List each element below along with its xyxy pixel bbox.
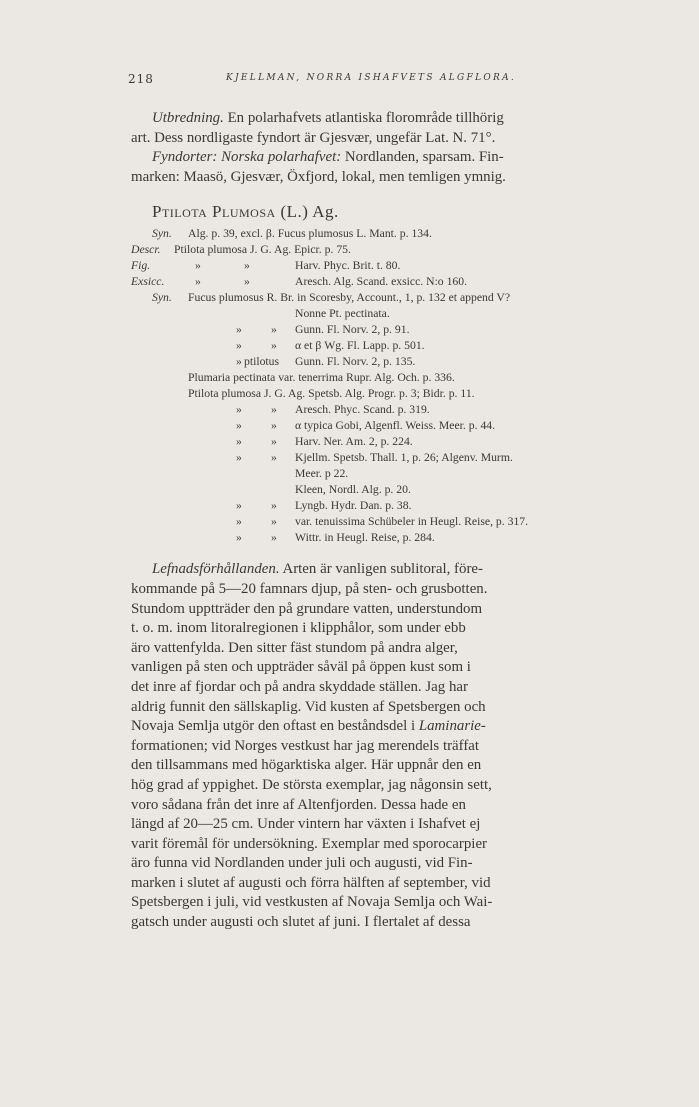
- italic-term: Laminarie-: [418, 718, 486, 735]
- text-line: vanligen på sten och uppträder såväl på öppen kust som i: [131, 659, 471, 676]
- running-title: KJELLMAN, NORRA ISHAFVETS ALGFLORA.: [226, 73, 517, 83]
- ditto-mark: »: [271, 403, 277, 417]
- text-line: t. o. m. inom litoralregionen i klipphålor, som under ebb: [131, 620, 466, 637]
- syn-text: Ptilota plumosa J. G. Ag. Spetsb. Alg. Progr. p. 3; Bidr. p. 11.: [188, 387, 475, 401]
- synonymy-row: [131, 322, 668, 338]
- ditto-mark: »: [236, 323, 242, 337]
- text-line: Spetsbergen i juli, vid vestkusten af Novaja Semlja och Wai-: [131, 894, 493, 911]
- finds-region: Norska polarhafvet:: [221, 149, 342, 166]
- synonymy-row: [131, 370, 668, 386]
- text-line: det inre af fjordar och på andra skyddade ställen. Jag har: [131, 678, 468, 695]
- synonymy-row: [131, 434, 668, 450]
- text-line: formationen; vid Norges vestkust har jag merendels träffat: [131, 737, 480, 754]
- syn-text: α typica Gobi, Algenfl. Weiss. Meer. p. 44.: [295, 419, 496, 433]
- species-authority: (L.) Ag.: [280, 202, 339, 222]
- ditto-mark: »: [271, 339, 277, 353]
- syn-text: Aresch. Alg. Scand. exsicc. N:o 160.: [295, 275, 468, 289]
- ditto-mark: »: [271, 531, 277, 545]
- syn-label: Descr.: [131, 243, 161, 257]
- synonymy-row: [131, 514, 668, 530]
- ditto-mark: »: [236, 419, 242, 433]
- species-name: Ptilota Plumosa: [152, 202, 276, 222]
- ditto-mark: »: [271, 419, 277, 433]
- ditto-mark: »: [236, 451, 242, 465]
- synonymy-row: [131, 450, 668, 466]
- ditto-mark: »: [271, 435, 277, 449]
- ditto-mark: »: [244, 259, 250, 273]
- syn-text: ptilotus: [244, 355, 280, 369]
- text-line: varit föremål för undersökning. Exemplar med sporocarpier: [131, 835, 488, 852]
- ditto-mark: »: [195, 259, 201, 273]
- text-line: den tillsammans med högarktiska alger. Här uppnår den en: [131, 757, 482, 774]
- ditto-mark: »: [271, 323, 277, 337]
- text-line: voro sådana från det inre af Altenfjorden. Dessa hade en: [131, 796, 466, 813]
- distribution-heading: Utbredning.: [152, 110, 224, 126]
- syn-text: Fucus plumosus R. Br. in Scoresby, Account., 1, p. 132 et append V?: [188, 291, 511, 305]
- ditto-mark: »: [244, 275, 250, 289]
- text-line: gatsch under augusti och slutet af juni. I flertalet af dessa: [131, 914, 471, 931]
- syn-text: Plumaria pectinata var. tenerrima Rupr. Alg. Och. p. 336.: [188, 371, 455, 385]
- finds-label: Fyndorter:: [152, 149, 218, 166]
- syn-text: Wittr. in Heugl. Reise, p. 284.: [295, 531, 435, 545]
- syn-text: Meer. p 22.: [295, 467, 349, 481]
- syn-label: Exsicc.: [131, 275, 165, 289]
- synonymy-row: [131, 306, 668, 322]
- syn-text: var. tenuissima Schübeler in Heugl. Reise, p. 317.: [295, 515, 529, 529]
- synonymy-row: [131, 226, 668, 242]
- synonymy-row: [131, 466, 668, 482]
- ditto-mark: »: [236, 339, 242, 353]
- ditto-mark: »: [236, 499, 242, 513]
- synonymy-row: [131, 498, 668, 514]
- ditto-mark: »: [236, 515, 242, 529]
- syn-label: Syn.: [152, 291, 172, 305]
- species-heading: [131, 202, 668, 222]
- ditto-mark: »: [195, 275, 201, 289]
- syn-text: Gunn. Fl. Norv. 2, p. 135.: [295, 355, 416, 369]
- life-history-heading: Lefnadsförhållanden.: [152, 561, 280, 578]
- text-line: marken: Maasö, Gjesvær, Öxfjord, lokal, men temligen ymnig.: [131, 168, 506, 185]
- syn-label: Syn.: [152, 227, 172, 241]
- syn-text: Harv. Phyc. Brit. t. 80.: [295, 259, 401, 273]
- synonymy-row: [131, 354, 668, 370]
- ditto-mark: »: [271, 451, 277, 465]
- life-history-paragraph: [131, 560, 668, 932]
- syn-text: Harv. Ner. Am. 2, p. 224.: [295, 435, 413, 449]
- text-line: kommande på 5—20 famnars djup, på sten- och grusbotten.: [131, 580, 488, 597]
- ditto-mark: »: [271, 499, 277, 513]
- ditto-mark: »: [236, 435, 242, 449]
- text-line: marken i slutet af augusti och förra hälften af september, vid: [131, 874, 491, 891]
- text-line: Novaja Semlja utgör den oftast en beståndsdel i: [131, 718, 416, 735]
- syn-text: Aresch. Phyc. Scand. p. 319.: [295, 403, 430, 417]
- distribution-paragraph: [131, 109, 668, 187]
- page-number: 218: [128, 72, 154, 86]
- syn-text: α et β Wg. Fl. Lapp. p. 501.: [295, 339, 425, 353]
- text-line: Stundom upptträder den på grundare vatten, understundom: [131, 600, 483, 617]
- syn-text: Ptilota plumosa J. G. Ag. Epicr. p. 75.: [174, 243, 351, 257]
- syn-text: Alg. p. 39, excl. β. Fucus plumosus L. Mant. p. 134.: [188, 227, 432, 241]
- text-line: art. Dess nordligaste fyndort är Gjesvær, ungefär Lat. N. 71°.: [131, 129, 496, 146]
- syn-text: Kleen, Nordl. Alg. p. 20.: [295, 483, 411, 497]
- ditto-mark: »: [236, 403, 242, 417]
- text-line: Arten är vanligen sublitoral, före-: [282, 561, 483, 578]
- text-line: En polarhafvets atlantiska florområde tillhörig: [227, 110, 504, 126]
- text-line: Nordlanden, sparsam. Fin-: [344, 149, 504, 166]
- synonymy-row: [131, 530, 668, 546]
- text-line: hög grad af yppighet. De största exemplar, jag någonsin sett,: [131, 776, 492, 793]
- synonymy-row: [131, 402, 668, 418]
- syn-text: Kjellm. Spetsb. Thall. 1, p. 26; Algenv. Murm.: [295, 451, 513, 465]
- synonymy-list: [131, 226, 668, 546]
- text-line: aldrig funnit den sällskaplig. Vid kusten af Spetsbergen och: [131, 698, 486, 715]
- synonymy-row: [131, 274, 668, 290]
- page-body: [131, 109, 668, 933]
- synonymy-row: [131, 338, 668, 354]
- syn-text: Nonne Pt. pectinata.: [295, 307, 390, 321]
- synonymy-row: [131, 386, 668, 402]
- synonymy-row: [131, 418, 668, 434]
- page-header: [128, 72, 668, 88]
- ditto-mark: »: [236, 531, 242, 545]
- text-line: äro funna vid Nordlanden under juli och augusti, vid Fin-: [131, 855, 473, 872]
- text-line: äro vattenfylda. Den sitter fäst stundom på andra alger,: [131, 639, 458, 656]
- ditto-mark: »: [236, 355, 242, 369]
- ditto-mark: »: [271, 515, 277, 529]
- syn-text: Lyngb. Hydr. Dan. p. 38.: [295, 499, 412, 513]
- synonymy-row: [131, 290, 668, 306]
- synonymy-row: [131, 258, 668, 274]
- syn-text: Gunn. Fl. Norv. 2, p. 91.: [295, 323, 410, 337]
- text-line: längd af 20—25 cm. Under vintern har växten i Ishafvet ej: [131, 816, 481, 833]
- syn-label: Fig.: [131, 259, 151, 273]
- synonymy-row: [131, 242, 668, 258]
- synonymy-row: [131, 482, 668, 498]
